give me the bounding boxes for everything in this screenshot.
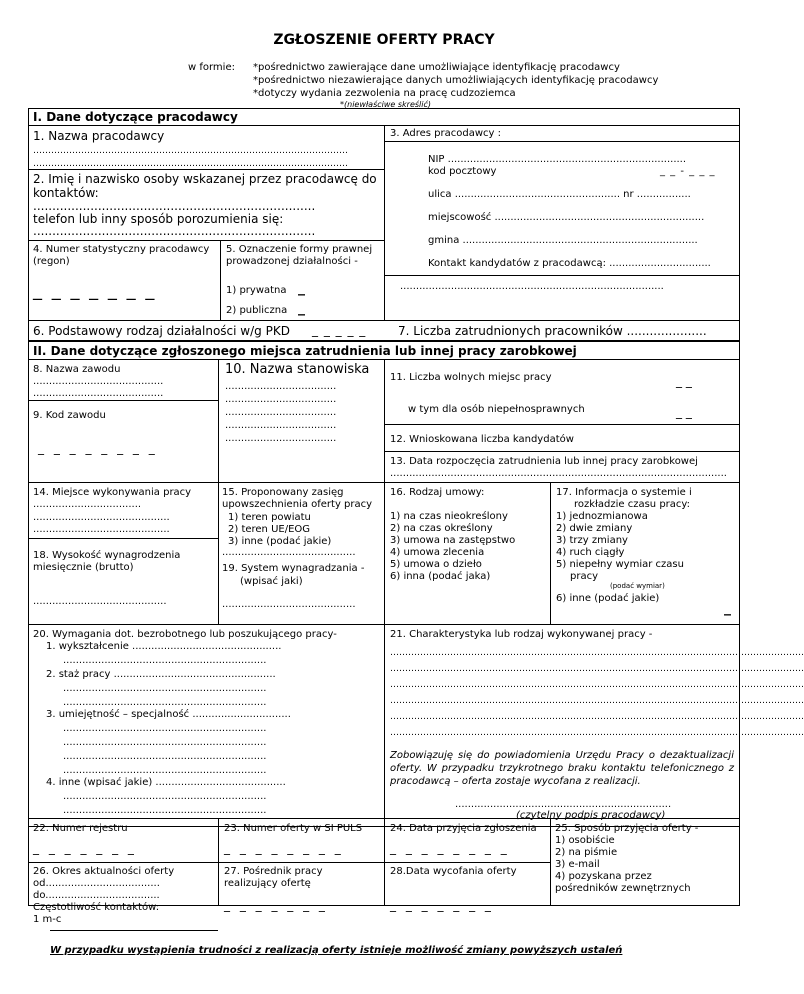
f2-phone-label: telefon lub inny sposób porozumienia się:	[33, 212, 284, 226]
f15-option-1[interactable]: 1) teren powiatu	[228, 512, 311, 523]
f4-label: 4. Numer statystyczny pracodawcy (regon)	[33, 244, 210, 267]
f25-label: 25. Sposób przyjęcia oferty -	[555, 823, 699, 834]
contact-field[interactable]: Kontakt kandydatów z pracodawcą: ................................	[428, 258, 711, 269]
divider	[384, 125, 385, 320]
divider	[28, 538, 218, 539]
f19-dots[interactable]: ..........................................	[222, 599, 356, 610]
divider	[384, 141, 740, 142]
f14-line-1[interactable]: ...........................................	[33, 512, 170, 523]
f16-option-5[interactable]: 5) umowa o dzieło	[390, 559, 482, 570]
f16-label: 16. Rodzaj umowy:	[390, 487, 485, 498]
f26-frequency-value: 1 m-c	[33, 914, 62, 925]
f19-sub: (wpisać jaki)	[240, 576, 303, 587]
f11-label: 11. Liczba wolnych miejsc pracy	[390, 372, 552, 383]
f17-option-1[interactable]: 1) jednozmianowa	[556, 511, 648, 522]
f15-dots[interactable]: ..........................................	[222, 547, 356, 558]
f5-public-mark[interactable]: _	[298, 300, 305, 316]
f21-commitment: Zobowiązuję się do powiadomienia Urzędu Pracy o dezaktualizacji oferty. W przypadku trzykrotnego braku kontaktu telefonicznego z pracodawcą – oferta zostaje wycofana z realizacji.	[390, 750, 734, 787]
f25-option-1[interactable]: 1) osobiście	[555, 835, 615, 846]
f25-option-2[interactable]: 2) na piśmie	[555, 847, 618, 858]
f17-note: (podać wymiar)	[610, 582, 665, 590]
f21-signature-dots[interactable]: ....................................................................	[455, 799, 672, 810]
form-option-1[interactable]: *pośrednictwo zawierające dane umożliwiające identyfikację pracodawcy	[253, 62, 620, 73]
f5-option-public[interactable]: 2) publiczna	[226, 305, 288, 316]
f11b-label: w tym dla osób niepełnosprawnych	[408, 404, 585, 415]
f5-option-private[interactable]: 1) prywatna	[226, 285, 287, 296]
f24-mask[interactable]: _ _ _ _ _ _ _ _	[390, 841, 510, 855]
f26-frequency-label: Częstotliwość kontaktów:	[33, 902, 160, 913]
f20-dots[interactable]: ................................................................	[63, 697, 267, 708]
f8-line-2[interactable]: .........................................	[33, 388, 164, 399]
f13-dots[interactable]: ..........................................................................................................	[390, 468, 727, 479]
f25-option-4-sub: pośredników zewnętrznych	[555, 883, 691, 894]
f17-option-2[interactable]: 2) dwie zmiany	[556, 523, 633, 534]
f20-dots[interactable]: ................................................................	[63, 751, 267, 762]
f26-label: 26. Okres aktualności oferty	[33, 866, 175, 877]
form-intro-note: *(niewłaściwe skreślić)	[340, 100, 432, 109]
f10-line-2[interactable]: ...................................	[225, 394, 337, 405]
divider	[550, 482, 551, 624]
f10-line-3[interactable]: ...................................	[225, 407, 337, 418]
divider	[384, 624, 385, 827]
f21-line[interactable]: …………………………………………………………………………………………………………………………	[390, 696, 804, 706]
f19-label: 19. System wynagradzania -	[222, 563, 365, 574]
f10-label: 10. Nazwa stanowiska	[225, 362, 370, 377]
f17-option-4[interactable]: 4) ruch ciągły	[556, 547, 625, 558]
footer-note: W przypadku wystąpienia trudności z realizacją oferty istnieje możliwość zmiany powyższych ustaleń	[50, 945, 623, 956]
divider	[218, 359, 219, 482]
f16-option-1[interactable]: 1) na czas nieokreślony	[390, 511, 508, 522]
f21-line[interactable]: …………………………………………………………………………………………………………………………	[390, 712, 804, 722]
f17-option-5[interactable]: 5) niepełny wymiar czasu	[556, 559, 684, 570]
f20-experience[interactable]: 2. staż pracy ...................................................	[46, 669, 276, 680]
form-intro-label: w formie:	[188, 62, 235, 73]
f9-label: 9. Kod zawodu	[33, 410, 106, 421]
f20-skills[interactable]: 3. umiejętność – specjalność ...............................	[46, 709, 291, 720]
divider	[384, 424, 740, 425]
f17-label: 17. Informacja o systemie i	[556, 487, 692, 498]
f23-label: 23. Numer oferty w SI PULS	[224, 823, 363, 834]
f21-line[interactable]: …………………………………………………………………………………………………………………………	[390, 728, 804, 738]
divider	[28, 169, 384, 170]
f10-line-5[interactable]: ...................................	[225, 433, 337, 444]
f17-option-6[interactable]: 6) inne (podać jakie)	[556, 593, 660, 604]
f14-label: 14. Miejsce wykonywania pracy ..................................	[33, 487, 192, 510]
f27-mask[interactable]: _ _ _ _ _ _ _	[224, 898, 328, 912]
f20-dots[interactable]: ................................................................	[63, 805, 267, 816]
f10-line-4[interactable]: ...................................	[225, 420, 337, 431]
postal-mask[interactable]: _ _ - _ _ _	[660, 166, 716, 177]
f12-label: 12. Wnioskowana liczba kandydatów	[390, 434, 574, 445]
f24-label: 24. Data przyjęcia zgłoszenia	[390, 823, 537, 834]
f8-label: 8. Nazwa zawodu	[33, 364, 121, 375]
f20-dots[interactable]: ................................................................	[63, 683, 267, 694]
f3-label: 3. Adres pracodawcy :	[390, 128, 501, 139]
divider	[550, 818, 551, 906]
f20-education[interactable]: 1. wykształcenie ...............................................	[46, 641, 282, 652]
f13-label: 13. Data rozpoczęcia zatrudnienia lub innej pracy zarobkowej	[390, 456, 698, 467]
gmina-field[interactable]: gmina ..........................................................................	[428, 235, 698, 246]
form-option-2[interactable]: *pośrednictwo niezawierające danych umożliwiających identyfikację pracodawcy	[253, 75, 659, 86]
f17-option-3[interactable]: 3) trzy zmiany	[556, 535, 628, 546]
f20-dots[interactable]: ................................................................	[63, 723, 267, 734]
f16-option-2[interactable]: 2) na czas określony	[390, 523, 493, 534]
f2-contact-dots[interactable]: ..........................................................................	[33, 199, 316, 213]
page-title: ZGŁOSZENIE OFERTY PRACY	[273, 32, 495, 48]
f6-pkd-mask[interactable]: _ _ _ _ _	[312, 323, 367, 337]
divider	[220, 240, 221, 320]
f1-line-2[interactable]: ……………………………………………………………………………………………	[33, 159, 348, 169]
f20-dots[interactable]: ................................................................	[63, 791, 267, 802]
form-option-3[interactable]: *dotyczy wydania zezwolenia na pracę cudzoziemca	[253, 88, 516, 99]
contact-dots[interactable]: ...................................................................................	[400, 281, 664, 292]
divider	[28, 320, 740, 321]
f11b-mask[interactable]: _ _	[676, 405, 692, 419]
f20-other[interactable]: 4. inne (wpisać jakie) .........................................	[46, 777, 286, 788]
divider	[28, 400, 218, 401]
f25-option-3[interactable]: 3) e-mail	[555, 859, 600, 870]
f26-from[interactable]: od....................................	[33, 878, 160, 889]
f21-line[interactable]: …………………………………………………………………………………………………………………………	[390, 664, 804, 674]
divider	[218, 482, 219, 624]
divider	[384, 451, 740, 452]
f22-mask[interactable]: _ _ _ _ _ _ _	[33, 841, 137, 855]
f15-option-3[interactable]: 3) inne (podać jakie)	[228, 536, 332, 547]
f26-to[interactable]: do....................................	[33, 890, 160, 901]
f27-label: 27. Pośrednik pracy realizujący ofertę	[224, 866, 323, 889]
f17-option-5-sub: pracy	[570, 571, 599, 582]
f16-option-6[interactable]: 6) inna (podać jaka)	[390, 571, 491, 582]
f6-label: 6. Podstawowy rodzaj działalności w/g PKD	[33, 324, 290, 338]
f18-dots[interactable]: ..........................................	[33, 596, 167, 607]
f5-label: 5. Oznaczenie formy prawnej prowadzonej działalności -	[226, 244, 373, 267]
f20-label: 20. Wymagania dot. bezrobotnego lub poszukującego pracy-	[33, 629, 337, 640]
f15-option-2[interactable]: 2) teren UE/EOG	[228, 524, 311, 535]
f5-private-mark[interactable]: _	[298, 280, 305, 296]
f28-label: 28.Data wycofania oferty	[390, 866, 517, 877]
f21-line[interactable]: …………………………………………………………………………………………………………………………	[390, 680, 804, 690]
f1-line-1[interactable]: ……………………………………………………………………………………………	[33, 146, 348, 156]
street-field[interactable]: ulica .................................................... nr .................	[428, 189, 691, 200]
f17-label-2: rozkładzie czasu pracy:	[574, 499, 690, 510]
f16-option-4[interactable]: 4) umowa zlecenia	[390, 547, 485, 558]
f1-label: 1. Nazwa pracodawcy	[33, 129, 165, 143]
f15-label: 15. Proponowany zasięg upowszechnienia oferty pracy	[222, 487, 373, 510]
f25-option-4[interactable]: 4) pozyskana przez	[555, 871, 652, 882]
nip-field[interactable]: NIP ...........................................................................	[428, 154, 687, 165]
divider	[28, 482, 740, 483]
divider	[28, 862, 550, 863]
f2-phone-dots[interactable]: ..........................................................................	[33, 224, 316, 238]
f22-label: 22. Numer rejestru	[33, 823, 128, 834]
f21-label: 21. Charakterystyka lub rodzaj wykonywanej pracy -	[390, 629, 653, 640]
f16-option-3[interactable]: 3) umowa na zastępstwo	[390, 535, 516, 546]
f11-mask[interactable]: _ _	[676, 374, 692, 388]
f21-signature-label: (czytelny podpis pracodawcy)	[516, 810, 666, 821]
city-field[interactable]: miejscowość ..................................................................	[428, 212, 705, 223]
divider	[384, 359, 385, 624]
f20-dots[interactable]: ................................................................	[63, 765, 267, 776]
f10-line-1[interactable]: ...................................	[225, 381, 337, 392]
f14-line-2[interactable]: ...........................................	[33, 524, 170, 535]
f2-label: 2. Imię i nazwisko osoby wskazanej przez pracodawcę do kontaktów:	[33, 172, 377, 201]
f21-line[interactable]: …………………………………………………………………………………………………………………………	[390, 648, 804, 658]
f28-mask[interactable]: _ _ _ _ _ _ _	[390, 898, 494, 912]
f23-mask[interactable]: _ _ _ _ _ _ _ _	[224, 841, 344, 855]
f9-code-mask[interactable]: _ _ _ _ _ _ _ _	[38, 441, 158, 455]
f4-regon-mask[interactable]: _ _ _ _ _ _ _	[33, 280, 157, 301]
postal-label: kod pocztowy	[428, 166, 497, 177]
f7-label[interactable]: 7. Liczba zatrudnionych pracowników .....................	[398, 324, 707, 338]
divider	[28, 240, 384, 241]
f18-label: 18. Wysokość wynagrodzenia miesięcznie (brutto)	[33, 550, 181, 573]
f20-dots[interactable]: ................................................................	[63, 737, 267, 748]
section-1-title: I. Dane dotyczące pracodawcy	[33, 110, 238, 124]
f8-line-1[interactable]: .........................................	[33, 376, 164, 387]
f20-dots[interactable]: ................................................................	[63, 655, 267, 666]
footnote-rule	[50, 930, 218, 931]
divider	[384, 275, 740, 276]
f17-mark[interactable]: _	[724, 600, 731, 616]
section-2-title: II. Dane dotyczące zgłoszonego miejsca zatrudnienia lub innej pracy zarobkowej	[33, 344, 577, 358]
